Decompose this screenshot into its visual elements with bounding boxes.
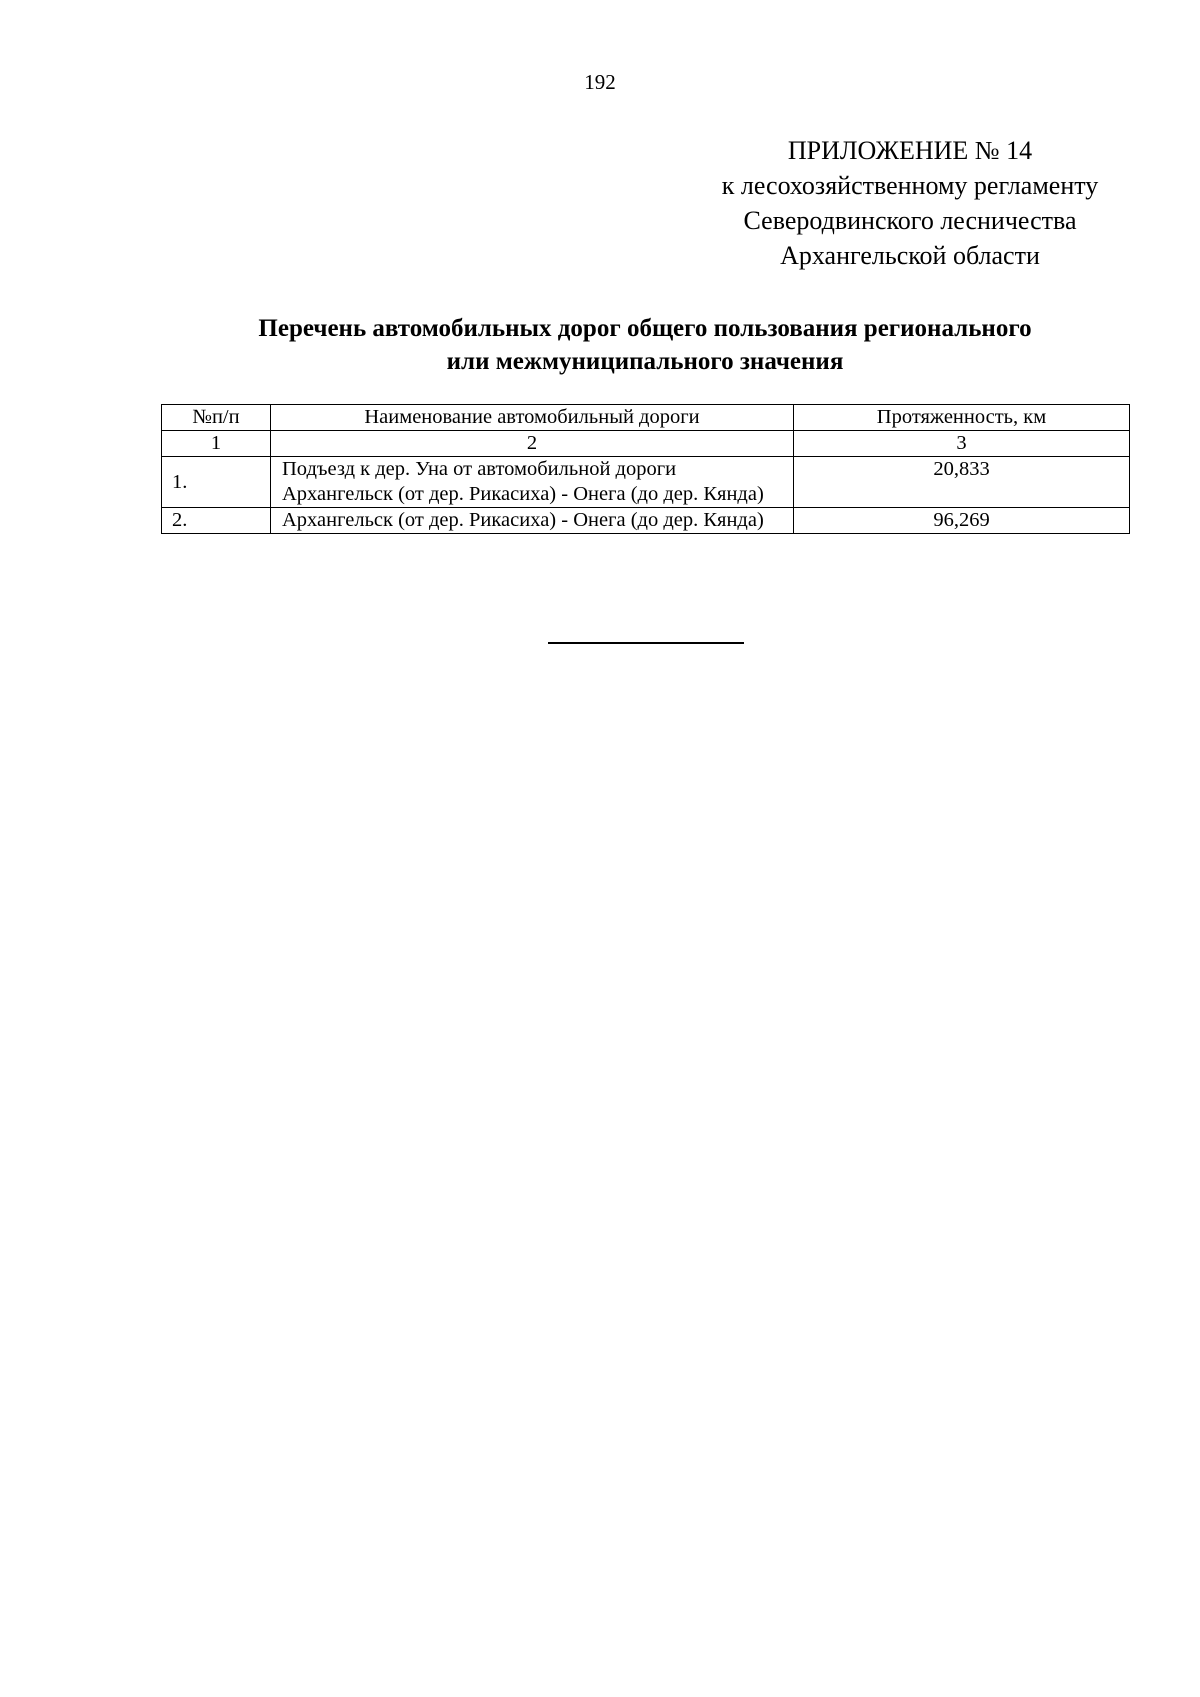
roads-table [161, 404, 1130, 534]
row-number-cell: 2. [162, 508, 271, 534]
appendix-subtitle-line: Архангельской области [780, 241, 1040, 270]
road-length-cell: 96,269 [794, 508, 1130, 534]
footer-divider [548, 642, 744, 644]
header-cell-length: Протяженность, км [794, 405, 1130, 431]
header-cell-number: №п/п [162, 405, 271, 431]
column-number-cell: 2 [271, 431, 794, 457]
header-cell-road-name: Наименование автомобильный дороги [271, 405, 794, 431]
document-title-line: или межмуниципального значения [446, 348, 844, 375]
appendix-subtitle-line: к лесохозяйственному регламенту [721, 171, 1099, 200]
table-row [162, 457, 1130, 508]
appendix-title: ПРИЛОЖЕНИЕ № 14 [787, 136, 1033, 165]
appendix-subtitle-line: Северодвинского лесничества [743, 206, 1077, 235]
column-number-cell: 1 [162, 431, 271, 457]
appendix-block [680, 133, 1140, 273]
document-title-line: Перечень автомобильных дорог общего пользования регионального [258, 315, 1032, 342]
page-number: 192 [584, 70, 616, 94]
table-header-row [162, 405, 1130, 431]
row-number-cell: 1. [162, 457, 271, 508]
road-length-cell: 20,833 [794, 457, 1130, 508]
table-column-number-row [162, 431, 1130, 457]
column-number-cell: 3 [794, 431, 1130, 457]
table-row [162, 508, 1130, 534]
document-title [150, 312, 1140, 378]
road-name-cell: Архангельск (от дер. Рикасиха) - Онега (до дер. Кянда) [271, 508, 794, 534]
road-name-cell: Подъезд к дер. Уна от автомобильной дороги Архангельск (от дер. Рикасиха) - Онега (до дер. Кянда) [271, 457, 794, 508]
